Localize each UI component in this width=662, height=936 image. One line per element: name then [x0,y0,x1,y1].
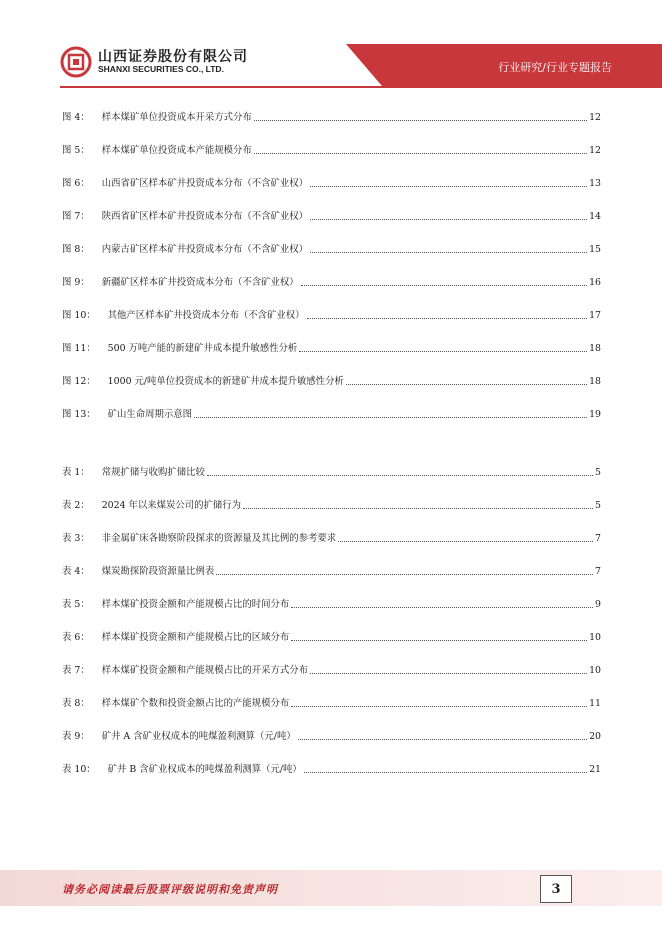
company-name-en: SHANXI SECURITIES CO., LTD. [98,64,224,74]
toc-entry[interactable] [62,306,601,322]
toc-page: 5 [595,467,601,478]
toc-page: 12 [589,145,601,156]
toc-title: 常规扩储与收购扩储比较 [101,467,205,478]
toc-label: 图 13： [62,409,96,420]
toc-label: 表 8： [62,698,90,709]
toc-label: 图 4： [62,112,90,123]
toc-title: 非金属矿床各勘察阶段探求的资源量及其比例的参考要求 [101,533,337,544]
toc-label: 图 9： [62,277,90,288]
toc-page: 7 [595,533,601,544]
toc-entry[interactable] [62,174,601,190]
toc-title: 山西省矿区样本矿井投资成本分布（不含矿业权） [101,178,308,189]
toc-title: 样本煤矿单位投资成本开采方式分布 [101,112,252,123]
toc-leader [338,540,593,542]
toc-entry[interactable] [62,661,601,677]
toc-leader [291,606,593,608]
toc-entry[interactable] [62,529,601,545]
toc-page: 20 [589,731,601,742]
toc-leader [216,573,593,575]
toc-label: 图 8： [62,244,90,255]
toc-entry[interactable] [62,694,601,710]
toc-entry[interactable] [62,339,601,355]
toc-page: 10 [589,632,601,643]
toc-entry[interactable] [62,108,601,124]
toc-entry[interactable] [62,595,601,611]
toc-label: 图 11： [62,343,96,354]
toc-title: 内蒙古矿区样本矿井投资成本分布（不含矿业权） [101,244,308,255]
toc-label: 表 2： [62,500,90,511]
toc-leader [301,284,587,286]
toc-label: 表 3： [62,533,90,544]
toc-page: 11 [589,698,601,709]
page-header [0,0,662,96]
company-name-cn: 山西证券股份有限公司 [98,49,248,65]
company-logo-icon [60,46,92,78]
toc-page: 15 [589,244,601,255]
toc-title: 样本煤矿单位投资成本产能规模分布 [101,145,252,156]
toc-label: 表 4： [62,566,90,577]
toc-entry[interactable] [62,207,601,223]
toc-entry[interactable] [62,727,601,743]
toc-title: 样本煤矿个数和投资金额占比的产能规模分布 [101,698,290,709]
toc-page: 18 [589,376,601,387]
toc-leader [310,672,587,674]
toc-title: 煤炭勘探阶段资源量比例表 [101,566,215,577]
toc-leader [291,639,587,641]
toc-page: 12 [589,112,601,123]
toc-page: 21 [589,764,601,775]
toc-leader [243,507,593,509]
toc-page: 10 [589,665,601,676]
toc-leader [310,251,587,253]
toc-label: 表 5： [62,599,90,610]
toc-page: 7 [595,566,601,577]
report-type: 行业研究/行业专题报告 [498,61,612,74]
toc-page: 9 [595,599,601,610]
toc-title: 矿山生命周期示意图 [107,409,193,420]
toc-title: 新疆矿区样本矿井投资成本分布（不含矿业权） [101,277,299,288]
toc-label: 表 7： [62,665,90,676]
toc-leader [310,185,587,187]
toc-title: 其他产区样本矿井投资成本分布（不含矿业权） [107,310,305,321]
page-number: 3 [540,875,572,903]
toc-label: 表 1： [62,467,90,478]
toc-leader [307,317,588,319]
toc-page: 19 [589,409,601,420]
toc-entry[interactable] [62,273,601,289]
toc-leader [299,350,587,352]
toc-page: 13 [589,178,601,189]
toc-leader [254,119,587,121]
toc-leader [346,383,587,385]
toc-leader [291,705,587,707]
toc-leader [194,416,587,418]
toc-title: 样本煤矿投资金额和产能规模占比的时间分布 [101,599,290,610]
toc-page: 16 [589,277,601,288]
toc-title: 2024 年以来煤炭公司的扩储行为 [101,500,242,511]
disclaimer-notice: 请务必阅读最后股票评级说明和免责声明 [62,883,278,896]
toc-entry[interactable] [62,240,601,256]
toc-entry[interactable] [62,760,601,776]
toc-leader [254,152,587,154]
toc-entry[interactable] [62,562,601,578]
toc-title: 陕西省矿区样本矿井投资成本分布（不含矿业权） [101,211,308,222]
toc-label: 表 10： [62,764,96,775]
toc-leader [207,474,593,476]
toc-page: 14 [589,211,601,222]
toc-entry[interactable] [62,496,601,512]
toc-label: 图 6： [62,178,90,189]
toc-label: 图 10： [62,310,96,321]
page-footer [0,870,662,906]
toc-entry[interactable] [62,141,601,157]
toc-entry[interactable] [62,463,601,479]
toc-title: 样本煤矿投资金额和产能规模占比的区域分布 [101,632,290,643]
toc-page: 17 [589,310,601,321]
toc-label: 图 12： [62,376,96,387]
toc-title: 矿井 A 含矿业权成本的吨煤盈利测算（元/吨） [101,731,296,742]
toc-title: 1000 元/吨单位投资成本的新建矿井成本提升敏感性分析 [107,376,344,387]
toc-page: 5 [595,500,601,511]
toc-leader [304,771,587,773]
toc-leader [298,738,587,740]
toc-leader [310,218,587,220]
toc-title: 样本煤矿投资金额和产能规模占比的开采方式分布 [101,665,308,676]
toc-label: 表 6： [62,632,90,643]
toc-title: 矿井 B 含矿业权成本的吨煤盈利测算（元/吨） [107,764,302,775]
toc-title: 500 万吨产能的新建矿井成本提升敏感性分析 [107,343,298,354]
toc-page: 18 [589,343,601,354]
toc-label: 图 7： [62,211,90,222]
toc-entry[interactable] [62,405,601,421]
toc-label: 图 5： [62,145,90,156]
toc-entry[interactable] [62,628,601,644]
toc-label: 表 9： [62,731,90,742]
toc-entry[interactable] [62,372,601,388]
